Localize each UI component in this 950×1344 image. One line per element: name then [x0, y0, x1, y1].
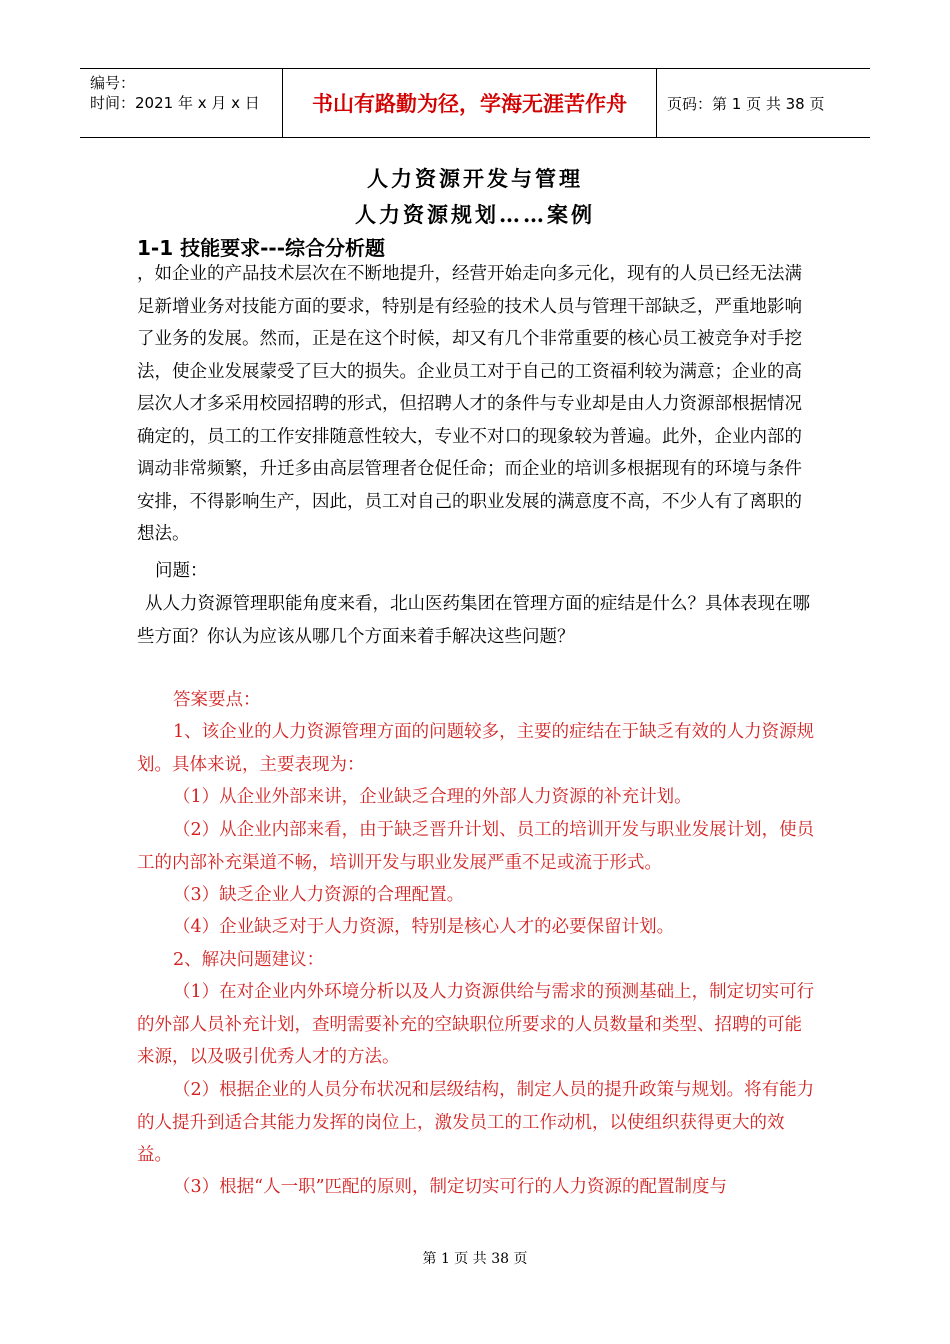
section-heading: 1-1 技能要求---综合分析题 — [137, 236, 385, 260]
answer-point-2-1: （1）在对企业内外环境分析以及人力资源供给与需求的预测基础上，制定切实可行的外部人员补充计划，查明需要补充的空缺职位所要求的人员数量和类型、招聘的可能来源，以及吸引优秀人才的方法。 — [137, 982, 815, 1067]
page-footer: 第 1 页 共 38 页 — [422, 1251, 528, 1267]
header-motto: 书山有路勤为径，学海无涯苦作舟 — [282, 69, 657, 137]
header-page-info: 页码：第 1 页 共 38 页 — [667, 94, 825, 113]
answer-point-1: 1、该企业的人力资源管理方面的问题较多，主要的症结在于缺乏有效的人力资源规划。具体来说，主要表现为： — [137, 722, 815, 775]
document-subtitle: 人力资源规划……案例 — [355, 202, 595, 227]
document-title: 人力资源开发与管理 — [367, 166, 583, 191]
number-label: 编号： — [90, 74, 136, 92]
answer-point-2-3: （3）根据“人一职”匹配的原则，制定切实可行的人力资源的配置制度与 — [173, 1177, 728, 1197]
answer-label: 答案要点： — [173, 690, 261, 710]
page-header — [80, 68, 870, 138]
answer-point-1-2: （2）从企业内部来看，由于缺乏晋升计划、员工的培训开发与职业发展计划，使员工的内部补充渠道不畅，培训开发与职业发展严重不足或流于形式。 — [137, 820, 815, 873]
answer-point-1-3: （3）缺乏企业人力资源的合理配置。 — [173, 885, 465, 905]
case-description: ，如企业的产品技术层次在不断地提升，经营开始走向多元化，现有的人员已经无法满足新增业务对技能方面的要求，特别是有经验的技术人员与管理干部缺乏，严重地影响了业务的发展。然而，正是在这个时候，却又有几个非常重要的核心员工被竞争对手挖法，使企业发展蒙受了巨大的损失。企业员工对于自己的工资福利较为满意；企业的高层次人才多采用校园招聘的形式，但招聘人才的条件与专业却是由人力资源部根据情况确定的，员工的工作安排随意性较大，专业不对口的现象较为普遍。此外，企业内部的调动非常频繁，升迁多由高层管理者仓促任命；而企业的培训多根据现有的环境与条件安排，不得影响生产，因此，员工对自己的职业发展的满意度不高，不少人有了离职的想法。 — [137, 264, 802, 544]
header-meta — [80, 69, 282, 137]
answer-point-1-4: （4）企业缺乏对于人力资源，特别是核心人才的必要保留计划。 — [173, 917, 675, 937]
answer-point-2-2: （2）根据企业的人员分布状况和层级结构，制定人员的提升政策与规划。将有能力的人提升到适合其能力发挥的岗位上，激发员工的工作动机，以使组织获得更大的效益。 — [137, 1080, 815, 1165]
time-label: 时间：2021 年 x 月 x 日 — [90, 94, 260, 112]
question-label: 问题： — [155, 561, 208, 581]
answer-point-1-1: （1）从企业外部来讲，企业缺乏合理的外部人力资源的补充计划。 — [173, 787, 692, 807]
answer-point-2: 2、解决问题建议： — [173, 950, 325, 970]
question-text: 从人力资源管理职能角度来看，北山医药集团在管理方面的症结是什么？具体表现在哪些方面？你认为应该从哪几个方面来着手解决这些问题？ — [137, 594, 810, 647]
